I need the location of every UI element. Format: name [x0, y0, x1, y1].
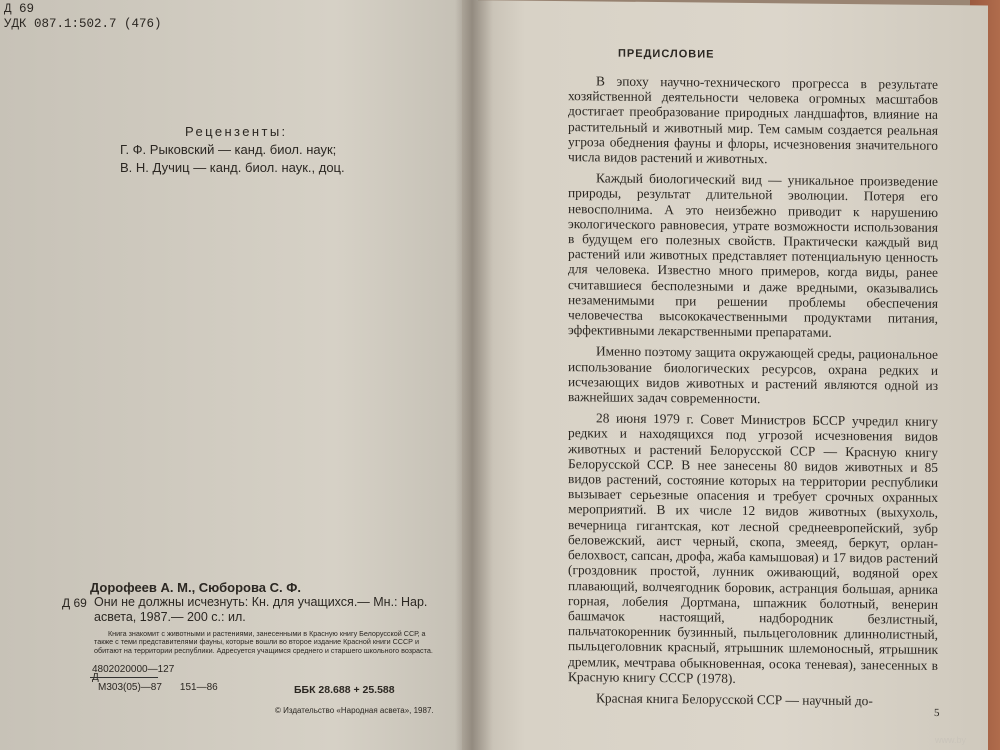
reviewers-title: Рецензенты: [185, 124, 288, 139]
bbk-code: ББК 28.688 + 25.588 [294, 684, 395, 696]
page-title: ПРЕДИСЛОВИЕ [618, 47, 715, 61]
catalog-header [4, 2, 162, 32]
paragraph: 28 июня 1979 г. Совет Министров БССР учредил книгу редких и находящихся под угрозой исчезновения видов животных и растений Белорусской ССР — Красную книгу Белорусской ССР. В нее занесены 80 видов животных и 85 видов растений, состояние которых на территории республики вызывает серьезные опасения и требует срочных охранных мероприятий. В их числе 12 видов животных (выхухоль, вечерница гигантская, кот лесной среднеевропейский, зубр беловежский, аист черный, скопа, змееяд, беркут, орлан-белохвост, сапсан, дрофа, жаба камышовая) и 17 видов растений (гроздовник простой, лунник оживающий, водяной орех плавающий, волчеягодник боровик, астранция большая, арника горная, лобелия Дортмана, шпажник болотный, венерин башмачок настоящий, надбородник безлистный, пальчатокоренник бузинный, пыльцеголовник длиннолистный, пыльцеголовник красный, ятрышник шлемоносный, ятрышник дремлик, мечтрава обыкновенная, осока теневая), занесенных в Красную книгу СССР (1978). [568, 410, 938, 686]
card-code-upper: 4802020000—127 [92, 664, 175, 675]
reviewers-block [120, 123, 345, 177]
card-authors: Дорофеев А. М., Сюборова С. Ф. [90, 580, 301, 595]
reviewer-line: В. Н. Дучиц — канд. биол. наук., доц. [120, 160, 345, 175]
card-code-lower [98, 682, 218, 693]
card-fraction-line [90, 677, 158, 678]
card-code-prefix: Д [92, 672, 99, 683]
card-code-lower-a: М303(05)—87 [98, 682, 162, 693]
paragraph: Именно поэтому защита окружающей среды, рациональное использование биологических ресурсов, охрана редких и исчезающих видов животных и растений являются одной из важнейших задач современности. [568, 343, 938, 407]
right-page [462, 0, 988, 750]
udk-code: УДК 087.1:502.7 (476) [4, 17, 162, 31]
left-page [0, 0, 478, 750]
paragraph: Каждый биологический вид — уникальное произведение природы, результат длительной эволюции. Потеря его невосполнима. А это неизбежно приводит к нарушению экологического равновесия, утрате возможности использования в будущем его полезных свойств. Практически каждый вид растений или животных представляет потенциальную ценность для человека. Известно много примеров, когда виды, ранее считавшиеся бесполезными и даже вредными, оказывались незаменимыми при решении проблемы обеспечения человечества высококачественными продуктами питания, эффективными лекарственными препаратами. [568, 170, 938, 341]
preface-body [568, 73, 938, 715]
paragraph: В эпоху научно-технического прогресса в результате хозяйственной деятельности человека огромных масштабов достигает преобразование природных ландшафтов, влияние на растительный и животный мир. Тем самым создается реальная угроза обеднения фауны и флоры, исчезновения значительного числа видов растений и животных. [568, 73, 938, 167]
paragraph: Красная книга Белорусской ССР — научный до- [596, 690, 873, 709]
card-index: Д 69 [62, 596, 87, 610]
page-number: 5 [934, 706, 940, 720]
reviewer-line: Г. Ф. Рыковский — канд. биол. наук; [120, 142, 337, 157]
watermark: www.by [935, 735, 967, 745]
card-annotation: Книга знакомит с животными и растениями, занесенными в Красную книгу Белорусской ССР, а также с теми представителями фауны, которые вошли во второе издание Красной книги СССР и обитают на территории республики. Адресуется учащимся среднего и старшего школьного возраста. [94, 629, 433, 655]
card-description: Они не должны исчезнуть: Кн. для учащихся.— Мн.: Нар. асвета, 1987.— 200 с.: ил. [94, 595, 428, 624]
book-gutter-shadow [455, 0, 493, 750]
catalog-index: Д 69 [4, 2, 35, 16]
card-code-lower-b: 151—86 [179, 682, 218, 693]
copyright-line: © Издательство «Народная асвета», 1987. [275, 706, 434, 715]
